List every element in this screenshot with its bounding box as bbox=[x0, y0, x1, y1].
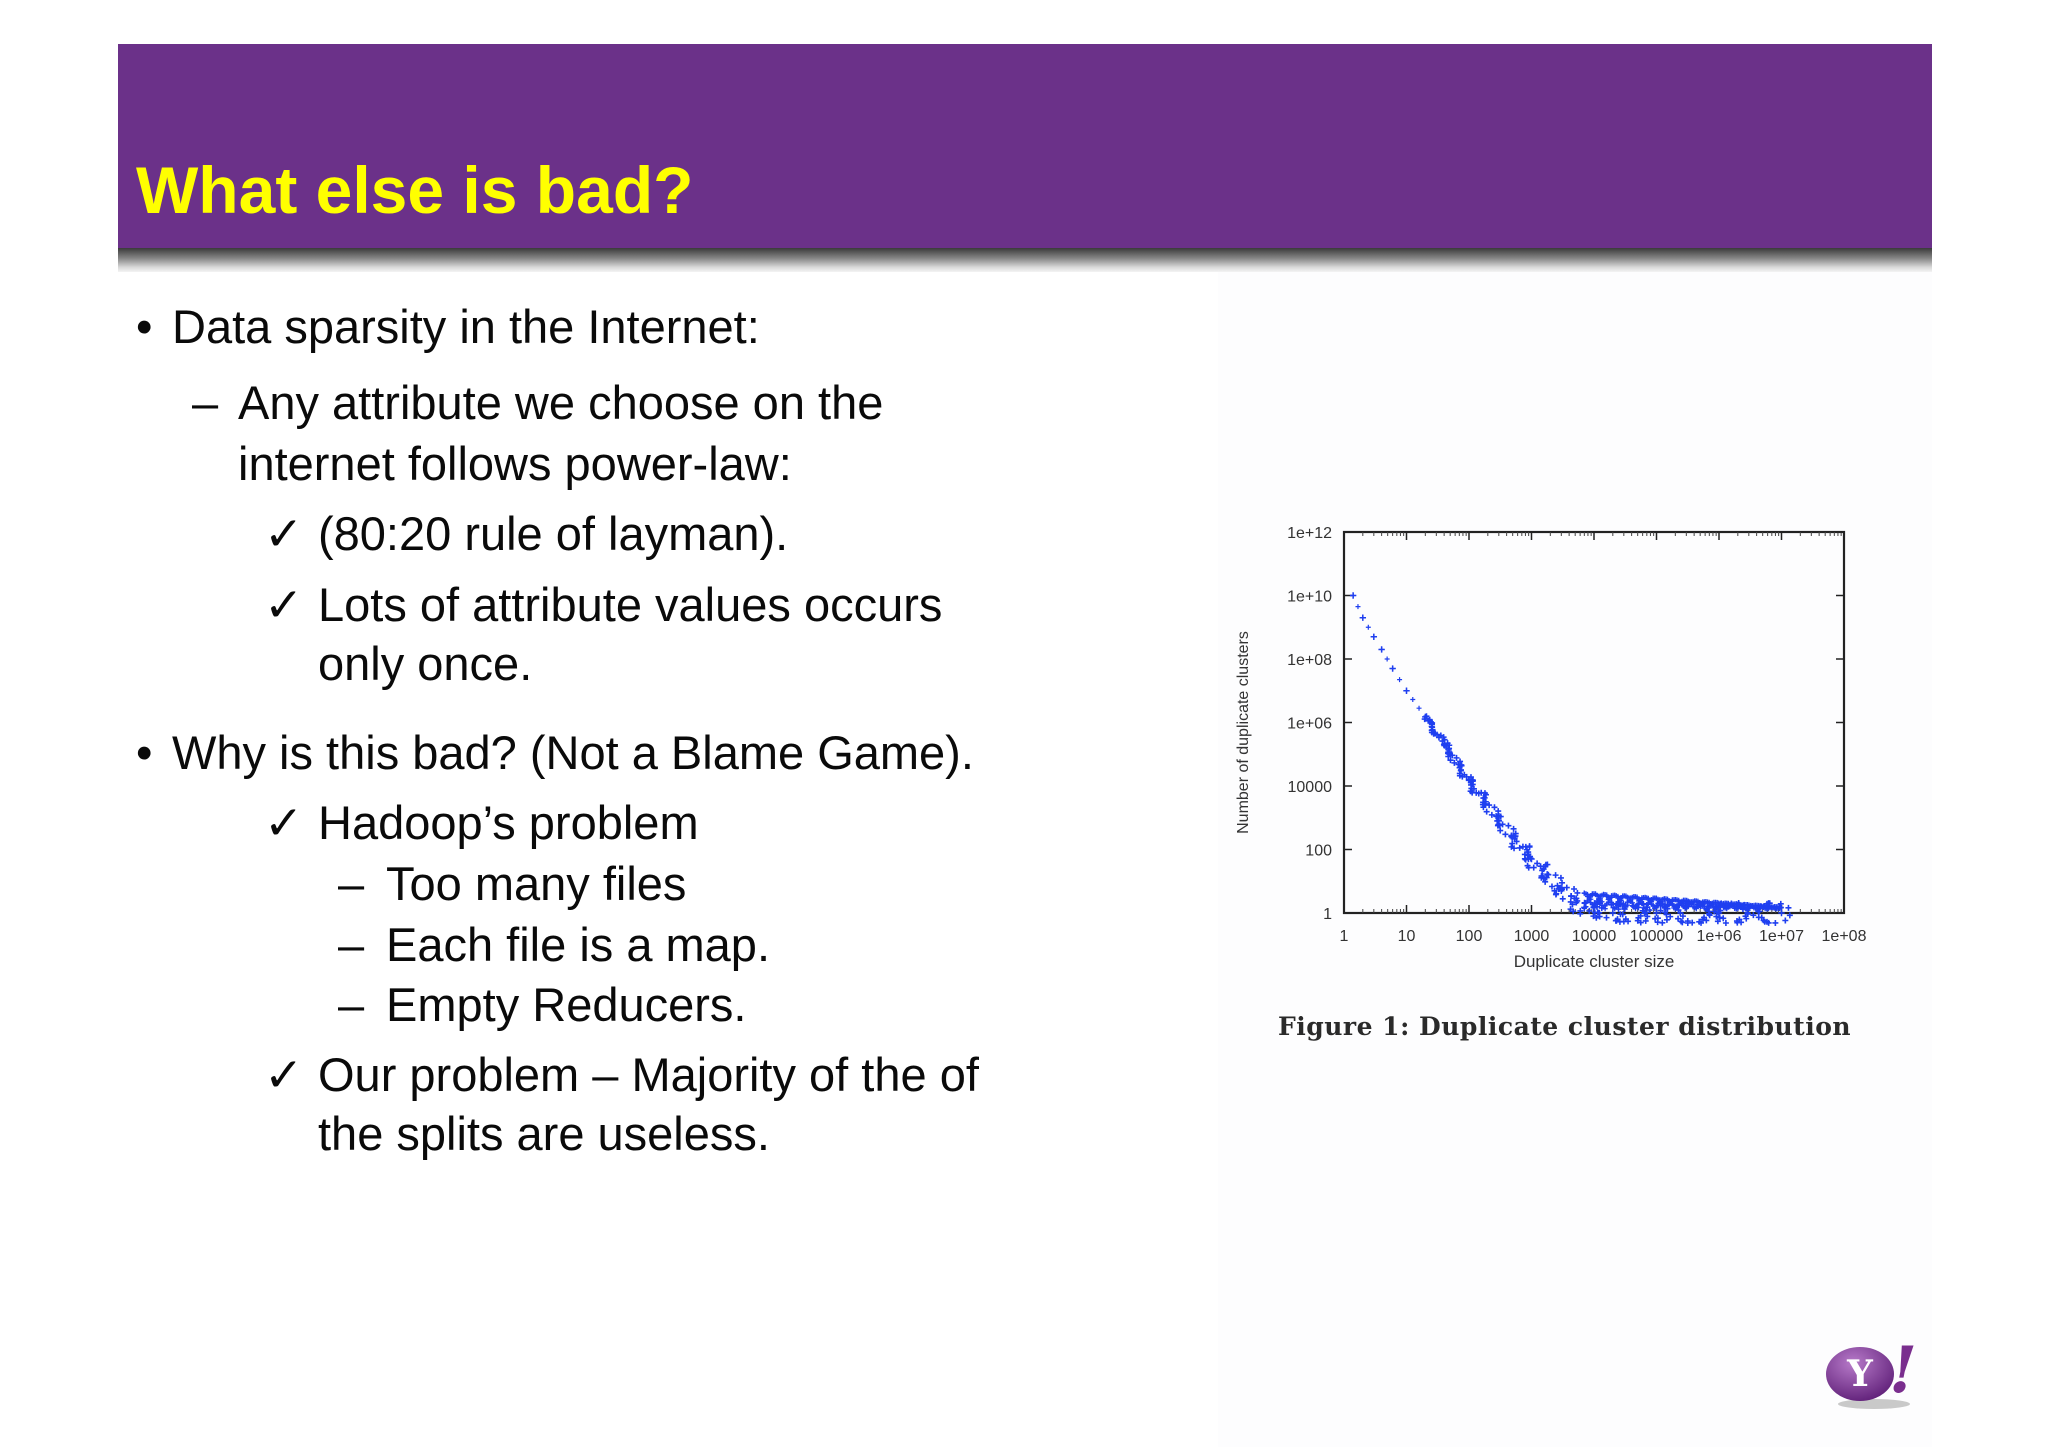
x-tick-label: 1e+06 bbox=[1696, 928, 1742, 945]
y-tick-label: 100 bbox=[1305, 842, 1332, 860]
x-tick-label: 1 bbox=[1339, 928, 1349, 945]
bullet-text: Data sparsity in the Internet: bbox=[172, 300, 760, 353]
data-point bbox=[1410, 697, 1415, 702]
data-point bbox=[1756, 914, 1762, 920]
bullet-line bbox=[338, 854, 686, 914]
title-shadow bbox=[118, 248, 1932, 272]
data-point bbox=[1360, 614, 1366, 620]
data-point bbox=[1350, 592, 1356, 598]
bullet-marker: ✓ bbox=[264, 796, 304, 849]
data-point bbox=[1531, 865, 1537, 871]
data-point bbox=[1517, 845, 1523, 851]
bullet-text: internet follows power-law: bbox=[238, 437, 792, 490]
bullet-line bbox=[264, 793, 699, 853]
data-point bbox=[1484, 809, 1490, 815]
bullet-marker: • bbox=[136, 300, 153, 353]
duplicate-cluster-chart bbox=[1218, 508, 1898, 988]
data-point bbox=[1502, 831, 1508, 837]
bullet-text: Lots of attribute values occurs bbox=[318, 578, 943, 631]
x-tick-label: 10000 bbox=[1571, 928, 1617, 945]
data-point bbox=[1571, 886, 1577, 892]
y-tick-label: 1e+06 bbox=[1287, 715, 1332, 733]
bullet-text: Any attribute we choose on the bbox=[238, 376, 884, 429]
data-point bbox=[1378, 646, 1384, 652]
data-point bbox=[1397, 677, 1402, 682]
y-tick-label: 1e+12 bbox=[1287, 525, 1332, 542]
bullet-text: Empty Reducers. bbox=[386, 978, 747, 1031]
bullet-text: Hadoop’s problem bbox=[318, 796, 699, 849]
data-point bbox=[1403, 688, 1409, 694]
bullet-line bbox=[338, 975, 746, 1035]
y-tick-labels bbox=[1287, 525, 1332, 923]
x-tick-label: 100 bbox=[1455, 928, 1483, 945]
data-point bbox=[1505, 823, 1511, 829]
bullet-line bbox=[136, 297, 760, 357]
data-point bbox=[1782, 918, 1788, 924]
data-point bbox=[1491, 804, 1497, 810]
x-tick-label: 10 bbox=[1397, 928, 1416, 945]
x-tick-label: 1e+07 bbox=[1759, 928, 1804, 945]
bullet-marker: – bbox=[338, 978, 365, 1031]
bullet-text: the splits are useless. bbox=[318, 1107, 770, 1160]
bullet-text: Why is this bad? (Not a Blame Game). bbox=[172, 726, 974, 779]
data-point bbox=[1603, 915, 1609, 921]
bullet-text: (80:20 rule of layman). bbox=[318, 507, 789, 560]
bullet-marker: – bbox=[192, 376, 219, 429]
data-point bbox=[1560, 896, 1566, 902]
bullet-text: Each file is a map. bbox=[386, 918, 771, 971]
scatter-points bbox=[1350, 592, 1793, 926]
y-tick-label: 10000 bbox=[1287, 779, 1332, 796]
x-tick-label: 1e+08 bbox=[1821, 928, 1867, 945]
bullet-line bbox=[136, 723, 974, 783]
data-point bbox=[1553, 872, 1559, 878]
y-tick-label: 1 bbox=[1323, 906, 1332, 923]
bullet-marker: – bbox=[338, 857, 365, 910]
bullet-line bbox=[318, 1104, 770, 1164]
bullet-marker: ✓ bbox=[264, 578, 304, 631]
bullet-line bbox=[318, 634, 532, 694]
data-point bbox=[1664, 917, 1670, 923]
data-point bbox=[1486, 802, 1492, 808]
x-tick-labels bbox=[1340, 928, 1867, 945]
bullet-marker: ✓ bbox=[264, 507, 304, 560]
x-tick-label: 100000 bbox=[1629, 928, 1684, 945]
tick-marks bbox=[1344, 532, 1844, 913]
x-tick-label: 1000 bbox=[1513, 928, 1550, 945]
data-point bbox=[1574, 890, 1580, 896]
plot-frame bbox=[1344, 532, 1844, 913]
bullet-line bbox=[264, 1045, 979, 1105]
yahoo-logo bbox=[1818, 1330, 1918, 1410]
logo-letter: Y bbox=[1847, 1353, 1873, 1395]
logo-exclamation: ! bbox=[1888, 1333, 1918, 1408]
bullet-marker: – bbox=[338, 918, 365, 971]
bullet-text: only once. bbox=[318, 637, 533, 690]
data-point bbox=[1785, 905, 1791, 911]
y-tick-label: 1e+08 bbox=[1287, 652, 1332, 669]
slide-title: What else is bad? bbox=[136, 153, 694, 227]
y-tick-label: 1e+10 bbox=[1287, 588, 1332, 606]
bullet-line bbox=[338, 915, 770, 975]
bullet-text: Too many files bbox=[386, 857, 687, 910]
x-axis-label: Duplicate cluster size bbox=[1513, 952, 1675, 971]
data-point bbox=[1679, 919, 1685, 925]
data-point bbox=[1371, 634, 1377, 640]
y-axis-label: Number of duplicate clusters bbox=[1235, 631, 1252, 834]
data-point bbox=[1558, 875, 1564, 881]
bullet-line bbox=[192, 373, 883, 433]
data-point bbox=[1385, 657, 1390, 662]
bullet-marker: • bbox=[136, 726, 153, 779]
bullet-line bbox=[238, 434, 792, 494]
figure-caption: Figure 1: Duplicate cluster distribution bbox=[1278, 1012, 1852, 1041]
data-point bbox=[1559, 880, 1565, 886]
bullet-line bbox=[264, 504, 788, 564]
data-point bbox=[1772, 920, 1778, 926]
bullet-line bbox=[264, 575, 942, 635]
bullet-marker: ✓ bbox=[264, 1048, 304, 1101]
data-point bbox=[1389, 665, 1395, 671]
bullet-text: Our problem – Majority of the of bbox=[318, 1048, 979, 1101]
data-point bbox=[1355, 604, 1360, 609]
data-point bbox=[1366, 625, 1371, 630]
data-point bbox=[1417, 706, 1422, 711]
